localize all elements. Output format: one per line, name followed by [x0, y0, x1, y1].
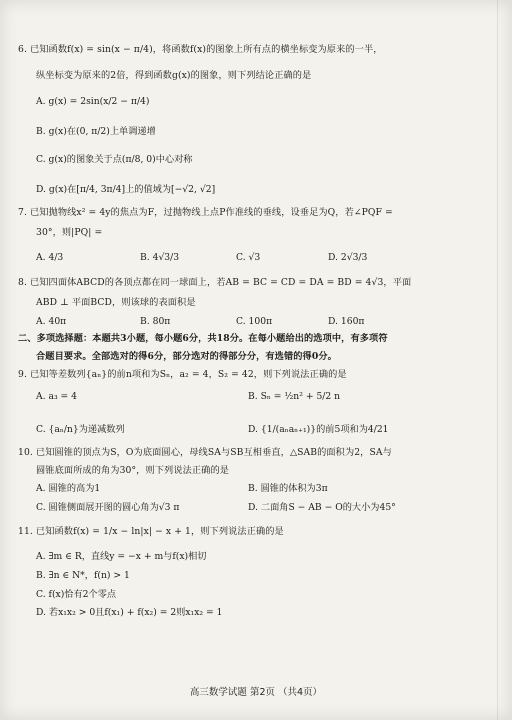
q6-option-a: A. g(x) = 2sin(x/2 − π/4)	[36, 96, 150, 107]
q9-option-d: D. {1/(aₙaₙ₊₁)}的前5项和为4/21	[248, 424, 389, 435]
q7-option-b: B. 4√3/3	[140, 252, 180, 263]
q6-option-b: B. g(x)在(0, π/2)上单调递增	[36, 126, 156, 137]
q7-option-d: D. 2√3/3	[328, 252, 368, 263]
page-footer: 高三数学试题 第2页 （共4页）	[189, 687, 323, 698]
q8-option-d: D. 160π	[328, 316, 365, 327]
q8-option-b: B. 80π	[140, 316, 171, 327]
q8-option-c: C. 100π	[236, 316, 273, 327]
q10-option-c: C. 圆锥侧面展开图的圆心角为√3 π	[36, 502, 180, 513]
q11-option-a: A. ∃m ∈ R，直线y = −x + m与f(x)相切	[36, 551, 207, 562]
q6-stem-line2: 纵坐标变为原来的2倍，得到函数g(x)的图象，则下列结论正确的是	[36, 70, 312, 81]
q7-stem-line2: 30°，则|PQ| =	[36, 227, 103, 238]
q10-stem-line1: 10. 已知圆锥的顶点为S，O为底面圆心，母线SA与SB互相垂直，△SAB的面积为2，SA与	[18, 447, 392, 458]
q9-option-c: C. {aₙ/n}为递减数列	[36, 424, 125, 435]
q9-stem-line1: 9. 已知等差数列{aₙ}的前n项和为Sₙ，a₂ = 4，S₂ = 42，则下列说法正确的是	[18, 369, 347, 380]
q10-option-d: D. 二面角S − AB − O的大小为45°	[248, 502, 396, 513]
q10-option-a: A. 圆锥的高为1	[36, 483, 101, 494]
q8-stem-line2: ABD ⊥ 平面BCD，则该球的表面积是	[36, 297, 196, 308]
q11-option-c: C. f(x)恰有2个零点	[36, 589, 117, 600]
q6-option-c: C. g(x)的图象关于点(π/8, 0)中心对称	[36, 154, 193, 165]
q11-option-b: B. ∃n ∈ N*，f(n) > 1	[36, 570, 130, 581]
q10-option-b: B. 圆锥的体积为3π	[248, 483, 328, 494]
page-crease	[497, 0, 498, 720]
q9-option-b: B. Sₙ = ½n² + 5/2 n	[248, 391, 341, 402]
section-2-heading-line2: 合题目要求。全部选对的得6分，部分选对的得部分分，有选错的得0分。	[36, 351, 337, 362]
q7-option-a: A. 4/3	[36, 252, 64, 263]
q9-option-a: A. a₃ = 4	[36, 391, 78, 402]
q8-option-a: A. 40π	[36, 316, 67, 327]
q7-option-c: C. √3	[236, 252, 261, 263]
q8-stem-line1: 8. 已知四面体ABCD的各顶点都在同一球面上，若AB = BC = CD = DA = BD = 4√3，平面	[18, 277, 412, 288]
q11-stem-line1: 11. 已知函数f(x) = 1/x − ln|x| − x + 1，则下列说法正确的是	[18, 526, 284, 537]
section-2-heading-line1: 二、多项选择题：本题共3小题，每小题6分，共18分。在每小题给出的选项中，有多项符	[18, 333, 388, 344]
q7-stem-line1: 7. 已知抛物线x² = 4y的焦点为F，过抛物线上点P作准线的垂线，设垂足为Q，若∠PQF =	[18, 207, 393, 218]
q11-option-d: D. 若x₁x₂ > 0且f(x₁) + f(x₂) = 2则x₁x₂ = 1	[36, 607, 223, 618]
q10-stem-line2: 圆锥底面所成的角为30°，则下列说法正确的是	[36, 465, 230, 476]
q6-stem-line1: 6. 已知函数f(x) = sin(x − π/4)，将函数f(x)的图象上所有点的横坐标变为原来的一半，	[18, 44, 383, 55]
q6-option-d: D. g(x)在[π/4, 3π/4]上的值域为[−√2, √2]	[36, 184, 216, 195]
